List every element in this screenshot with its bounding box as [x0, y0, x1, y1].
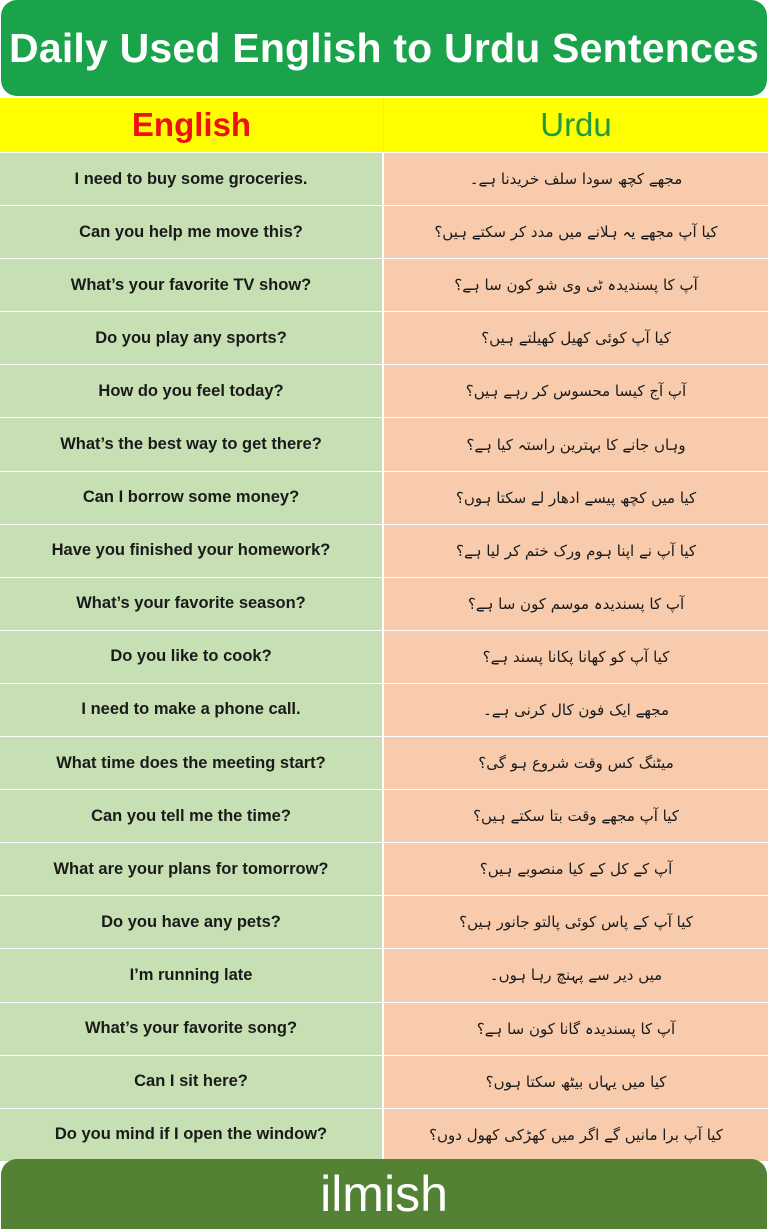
english-sentence-cell: Do you mind if I open the window? — [0, 1109, 384, 1161]
table-row — [0, 948, 768, 1001]
english-sentence-cell: Can you tell me the time? — [0, 790, 384, 842]
english-sentence-cell: What’s your favorite song? — [0, 1003, 384, 1055]
urdu-sentence-cell: کیا آپ مجھے یہ ہلانے میں مدد کر سکتے ہیں؟ — [384, 206, 768, 258]
urdu-sentence-cell: کیا میں کچھ پیسے ادھار لے سکتا ہوں؟ — [384, 472, 768, 524]
urdu-sentence-cell: آپ آج کیسا محسوس کر رہے ہیں؟ — [384, 365, 768, 417]
table-row — [0, 789, 768, 842]
urdu-sentence-cell: کیا آپ کے پاس کوئی پالتو جانور ہیں؟ — [384, 896, 768, 948]
table-row — [0, 630, 768, 683]
english-sentence-cell: Do you have any pets? — [0, 896, 384, 948]
urdu-sentence-cell: آپ کا پسندیدہ ٹی وی شو کون سا ہے؟ — [384, 259, 768, 311]
urdu-sentence-cell: آپ کا پسندیدہ موسم کون سا ہے؟ — [384, 578, 768, 630]
english-sentence-cell: Can you help me move this? — [0, 206, 384, 258]
brand-logo-text: ilmish — [320, 1166, 448, 1222]
table-row — [0, 1055, 768, 1108]
urdu-sentence-cell: کیا آپ نے اپنا ہوم ورک ختم کر لیا ہے؟ — [384, 525, 768, 577]
table-row — [0, 1002, 768, 1055]
urdu-column-header: Urdu — [540, 106, 612, 143]
table-row — [0, 205, 768, 258]
urdu-sentence-cell: کیا آپ کوئی کھیل کھیلتے ہیں؟ — [384, 312, 768, 364]
urdu-sentence-cell: میں دیر سے پہنچ رہا ہوں۔ — [384, 949, 768, 1001]
footer-banner — [1, 1159, 767, 1229]
urdu-sentence-cell: آپ کے کل کے کیا منصوبے ہیں؟ — [384, 843, 768, 895]
urdu-sentence-cell: وہاں جانے کا بہترین راستہ کیا ہے؟ — [384, 418, 768, 470]
table-row — [0, 258, 768, 311]
english-sentence-cell: Do you like to cook? — [0, 631, 384, 683]
table-row — [0, 311, 768, 364]
table-row — [0, 1108, 768, 1161]
english-sentence-cell: I need to buy some groceries. — [0, 153, 384, 205]
urdu-sentence-cell: کیا آپ مجھے وقت بتا سکتے ہیں؟ — [384, 790, 768, 842]
table-row — [0, 152, 768, 205]
english-sentence-cell: How do you feel today? — [0, 365, 384, 417]
title-banner — [1, 0, 767, 96]
urdu-sentence-cell: کیا میں یہاں بیٹھ سکتا ہوں؟ — [384, 1056, 768, 1108]
sentence-table — [0, 98, 768, 1161]
table-row — [0, 895, 768, 948]
table-row — [0, 683, 768, 736]
urdu-sentence-cell: مجھے ایک فون کال کرنی ہے۔ — [384, 684, 768, 736]
table-row — [0, 736, 768, 789]
english-sentence-cell: Can I sit here? — [0, 1056, 384, 1108]
english-sentence-cell: What’s your favorite season? — [0, 578, 384, 630]
table-body — [0, 152, 768, 1161]
english-sentence-cell: What time does the meeting start? — [0, 737, 384, 789]
urdu-sentence-cell: مجھے کچھ سودا سلف خریدنا ہے۔ — [384, 153, 768, 205]
urdu-sentence-cell: آپ کا پسندیدہ گانا کون سا ہے؟ — [384, 1003, 768, 1055]
table-row — [0, 364, 768, 417]
english-sentence-cell: Can I borrow some money? — [0, 472, 384, 524]
english-sentence-cell: I need to make a phone call. — [0, 684, 384, 736]
page-title: Daily Used English to Urdu Sentences — [9, 24, 759, 71]
english-sentence-cell: What are your plans for tomorrow? — [0, 843, 384, 895]
english-sentence-cell: Do you play any sports? — [0, 312, 384, 364]
english-sentence-cell: What’s the best way to get there? — [0, 418, 384, 470]
urdu-sentence-cell: کیا آپ کو کھانا پکانا پسند ہے؟ — [384, 631, 768, 683]
urdu-sentence-cell: کیا آپ برا مانیں گے اگر میں کھڑکی کھول دوں؟ — [384, 1109, 768, 1161]
english-column-header: English — [0, 98, 384, 152]
english-sentence-cell: What’s your favorite TV show? — [0, 259, 384, 311]
table-row — [0, 417, 768, 470]
table-row — [0, 524, 768, 577]
urdu-sentence-cell: میٹنگ کس وقت شروع ہو گی؟ — [384, 737, 768, 789]
english-sentence-cell: I’m running late — [0, 949, 384, 1001]
english-sentence-cell: Have you finished your homework? — [0, 525, 384, 577]
table-row — [0, 577, 768, 630]
table-row — [0, 842, 768, 895]
table-row — [0, 471, 768, 524]
table-header-row — [0, 98, 768, 152]
